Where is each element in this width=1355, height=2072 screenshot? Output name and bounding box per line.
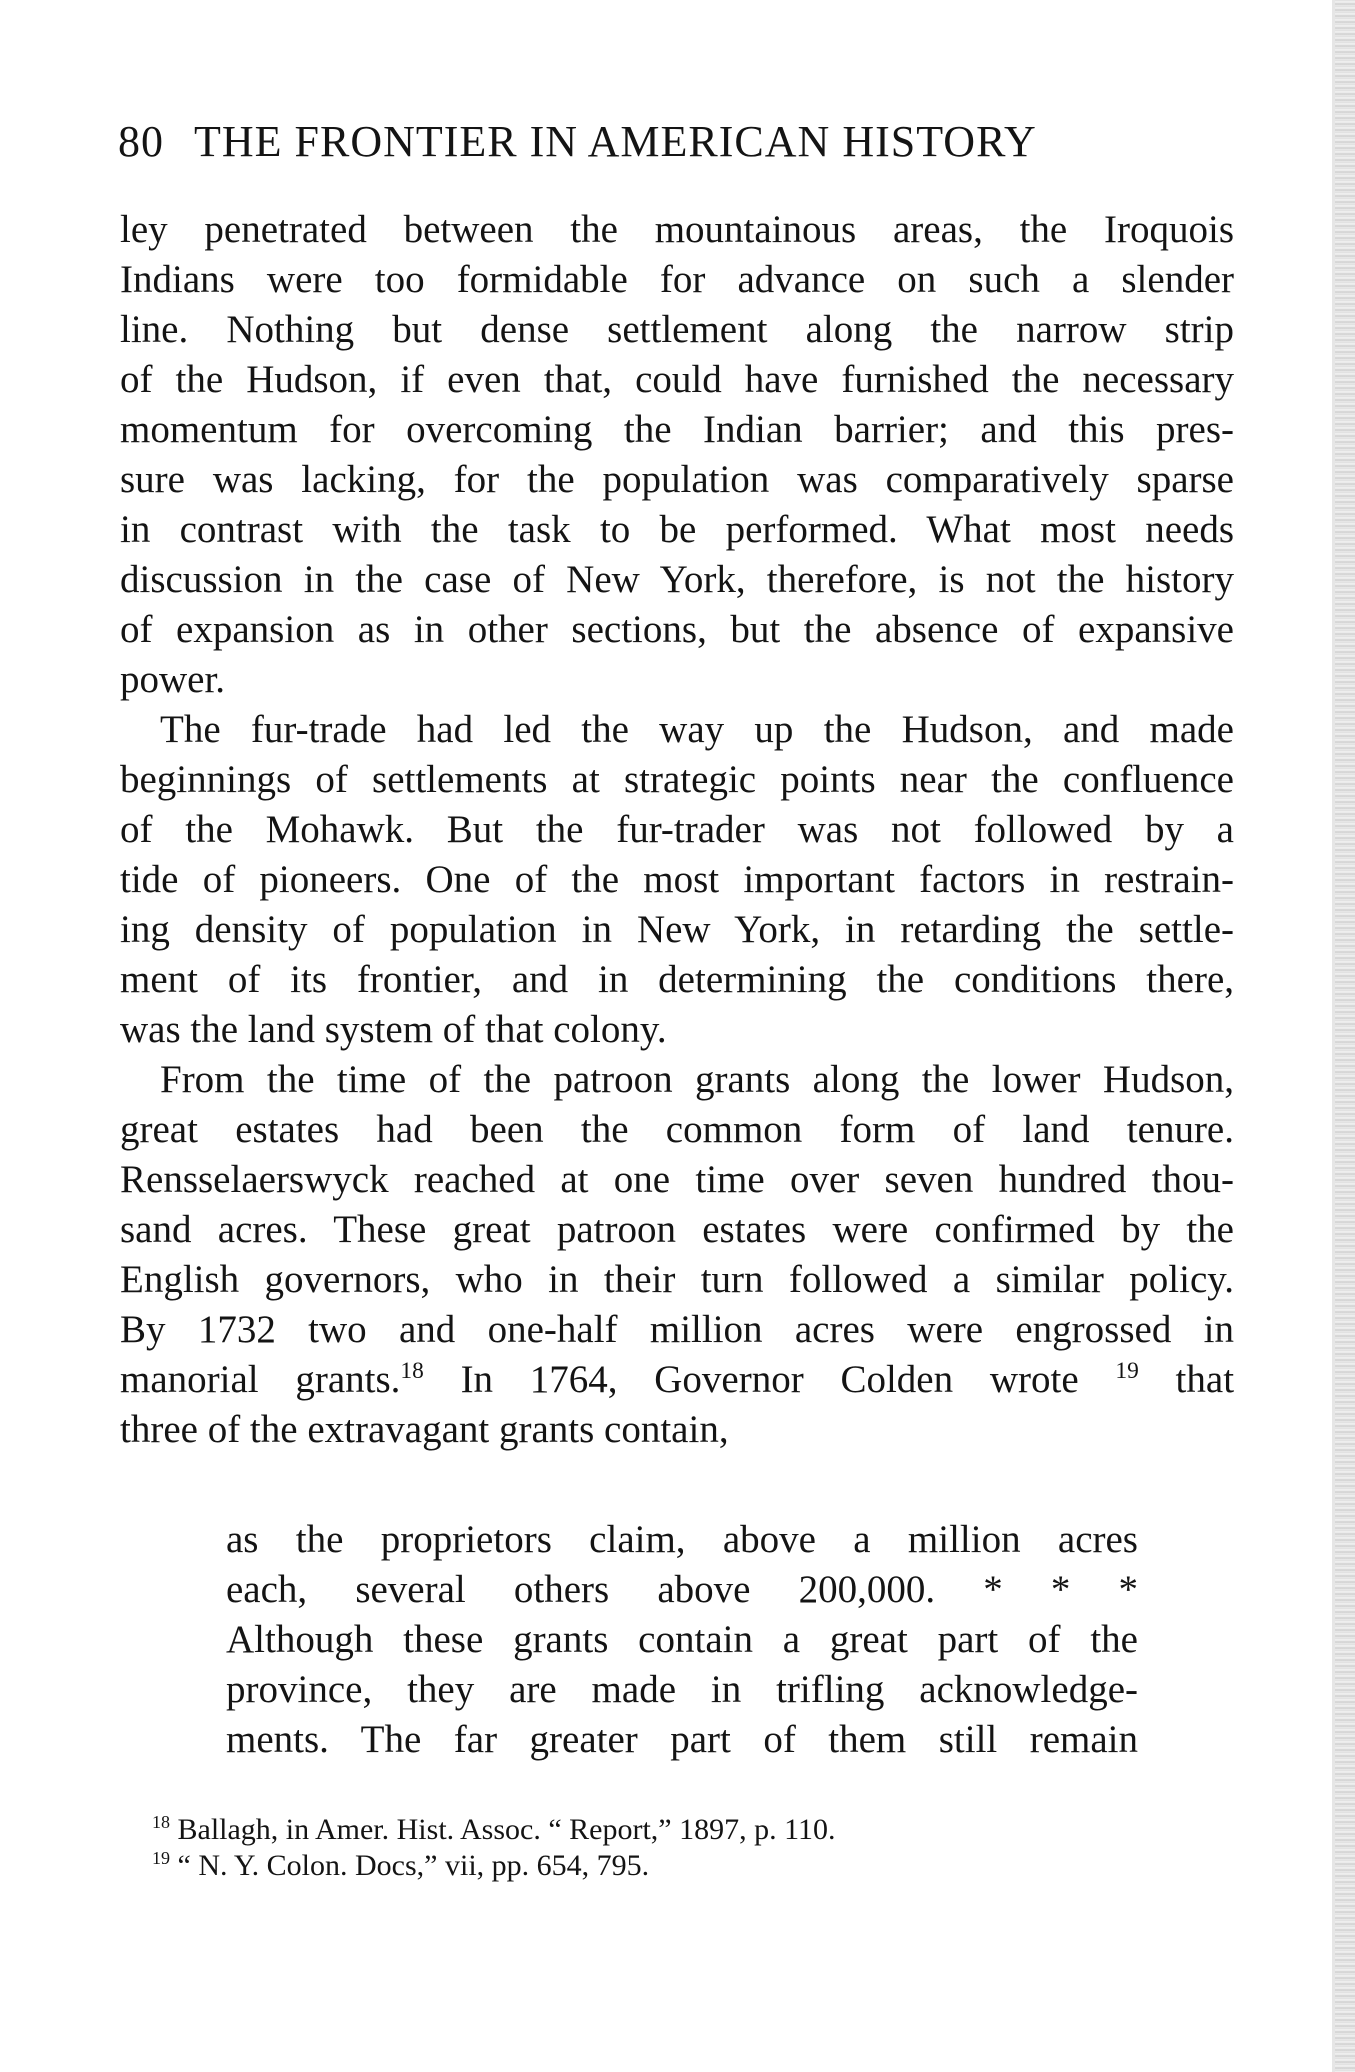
text-line: Rensselaerswyck reached at one time over seven hundred thou-: [120, 1158, 1234, 1201]
text-line: discussion in the case of New York, therefore, is not the history: [120, 558, 1234, 601]
text-line: ley penetrated between the mountainous areas, the Iroquois: [120, 208, 1234, 251]
text-line: By 1732 two and one-half million acres were engrossed in: [120, 1308, 1234, 1351]
text-line: great estates had been the common form of land tenure.: [120, 1108, 1234, 1151]
text-segment: In 1764, Governor Colden wrote: [460, 1358, 1079, 1401]
text-line: sand acres. These great patroon estates were confirmed by the: [120, 1208, 1234, 1251]
text-line: was the land system of that colony.: [120, 1008, 667, 1051]
quote-line: each, several others above 200,000. * * *: [226, 1568, 1138, 1611]
paragraph: [120, 705, 1234, 1055]
text-segment: that: [1175, 1358, 1235, 1401]
page-edge-line: [1332, 0, 1335, 2072]
footnote-text: “ N. Y. Colon. Docs,” vii, pp. 654, 795.: [177, 1849, 650, 1882]
quote-line: Although these grants contain a great part of the: [226, 1618, 1138, 1661]
running-header: [118, 112, 1238, 172]
block-quote: [120, 1515, 1138, 1765]
text-line: of the Hudson, if even that, could have furnished the necessary: [120, 358, 1234, 401]
quote-line: province, they are made in trifling acknowledge-: [226, 1668, 1138, 1711]
text-line: Indians were too formidable for advance on such a slender: [120, 258, 1234, 301]
paragraph: [120, 1055, 1234, 1455]
quote-line: ments. The far greater part of them still remain: [226, 1718, 1138, 1761]
text-line: English governors, who in their turn followed a similar policy.: [120, 1258, 1234, 1301]
footnote: [152, 1848, 1112, 1884]
text-line: beginnings of settlements at strategic points near the confluence: [120, 758, 1234, 801]
text-segment: manorial grants.: [120, 1358, 401, 1401]
text-line: From the time of the patroon grants along the lower Hudson,: [160, 1058, 1234, 1101]
footnote-ref: 19: [1115, 1358, 1139, 1384]
text-line: power.: [120, 658, 226, 701]
body-text: [120, 205, 1234, 1765]
text-line: sure was lacking, for the population was comparatively sparse: [120, 458, 1234, 501]
text-line: three of the extravagant grants contain,: [120, 1408, 729, 1451]
text-line: of the Mohawk. But the fur-trader was not followed by a: [120, 808, 1234, 851]
text-line: line. Nothing but dense settlement along the narrow strip: [120, 308, 1234, 351]
running-title: THE FRONTIER IN AMERICAN HISTORY: [194, 117, 1037, 166]
text-line: tide of pioneers. One of the most important factors in restrain-: [120, 858, 1234, 901]
footnote-text: Ballagh, in Amer. Hist. Assoc. “ Report,” 1897, p. 110.: [177, 1813, 836, 1846]
text-line: [120, 1355, 1234, 1405]
footnote-number: 19: [152, 1848, 170, 1868]
footnote-number: 18: [152, 1812, 170, 1832]
page-edge-shading: [1335, 0, 1355, 2072]
text-line: of expansion as in other sections, but the absence of expansive: [120, 608, 1234, 651]
footnote: [152, 1812, 1112, 1848]
text-line: ment of its frontier, and in determining the conditions there,: [120, 958, 1234, 1001]
text-line: ing density of population in New York, in retarding the settle-: [120, 908, 1234, 951]
quote-line: as the proprietors claim, above a million acres: [226, 1518, 1138, 1561]
quote-spacer: [120, 1455, 1234, 1515]
page-number: 80: [118, 117, 164, 166]
text-line: in contrast with the task to be performed. What most needs: [120, 508, 1234, 551]
text-line: The fur-trade had led the way up the Hudson, and made: [160, 708, 1234, 751]
footnotes: [152, 1812, 1112, 1884]
footnote-ref: 18: [400, 1358, 424, 1384]
text-line: momentum for overcoming the Indian barrier; and this pres-: [120, 408, 1234, 451]
paragraph: [120, 205, 1234, 705]
